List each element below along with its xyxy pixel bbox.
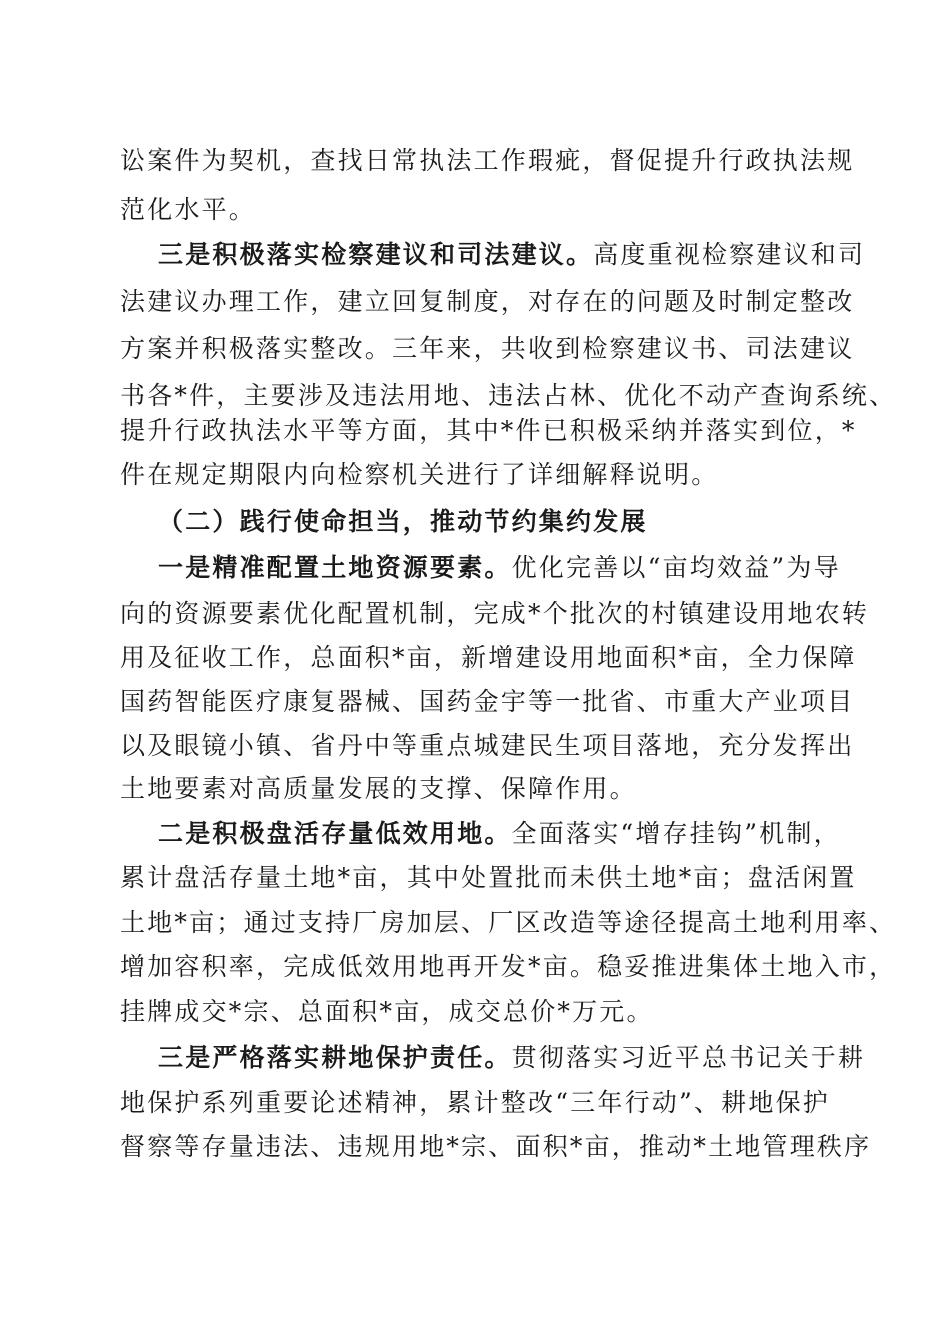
paragraph-3-lead: 一是精准配置土地资源要素。 <box>158 553 512 582</box>
paragraph-4-line-5: 挂牌成交*宗、总面积*亩，成交总价*万元。 <box>120 997 654 1026</box>
paragraph-3-line-5: 以及眼镜小镇、省丹中等重点城建民生项目落地，充分发挥出 <box>120 731 855 760</box>
paragraph-2-line-4: 书各*件，主要涉及违法用地、违法占林、优化不动产查询系统、 <box>120 381 897 410</box>
paragraph-3-line-1 <box>158 553 841 583</box>
paragraph-1-line-2: 范化水平。 <box>120 195 257 224</box>
paragraph-5-line-1 <box>158 1043 866 1073</box>
paragraph-5-line-3: 督察等存量违法、违规用地*宗、面积*亩，推动*土地管理秩序 <box>120 1132 872 1161</box>
paragraph-2-line-1 <box>158 240 866 270</box>
paragraph-4-line-1 <box>158 819 841 849</box>
paragraph-4-lead: 二是积极盘活存量低效用地。 <box>158 819 512 848</box>
section-heading: （二）践行使命担当，推动节约集约发展 <box>158 507 648 536</box>
paragraph-3-line-2: 向的资源要素优化配置机制，完成*个批次的村镇建设用地农转 <box>120 599 870 628</box>
paragraph-2-line-5: 提升行政执法水平等方面，其中*件已积极采纳并落实到位，* <box>120 416 857 445</box>
paragraph-4-line-3: 土地*亩；通过支持厂房加层、厂区改造等途径提高土地利用率、 <box>120 908 897 937</box>
paragraph-2-first-rest: 高度重视检察建议和司 <box>593 240 866 269</box>
paragraph-3-line-6: 土地要素对高质量发展的支撑、保障作用。 <box>120 774 637 803</box>
paragraph-2-line-2: 法建议办理工作，建立回复制度，对存在的问题及时制定整改 <box>120 287 855 316</box>
paragraph-4-line-2: 累计盘活存量土地*亩，其中处置批而未供土地*亩；盘活闲置 <box>120 863 857 892</box>
paragraph-2-lead: 三是积极落实检察建议和司法建议。 <box>158 240 594 269</box>
paragraph-3-line-3: 用及征收工作，总面积*亩，新增建设用地面积*亩，全力保障 <box>120 643 857 672</box>
paragraph-4-first-rest: 全面落实“增存挂钩”机制， <box>511 819 841 848</box>
paragraph-5-line-2: 地保护系列重要论述精神，累计整改“三年行动”、耕地保护 <box>120 1088 830 1117</box>
paragraph-4-line-4: 增加容积率，完成低效用地再开发*亩。稳妥推进集体土地入市， <box>120 952 897 981</box>
paragraph-5-lead: 三是严格落实耕地保护责任。 <box>158 1043 512 1072</box>
paragraph-5-first-rest: 贯彻落实习近平总书记关于耕 <box>511 1043 866 1072</box>
paragraph-2-line-3: 方案并积极落实整改。三年来，共收到检察建议书、司法建议 <box>120 334 855 363</box>
paragraph-1-line-1: 讼案件为契机，查找日常执法工作瑕疵，督促提升行政执法规 <box>120 146 855 175</box>
paragraph-2-line-6: 件在规定期限内向检察机关进行了详细解释说明。 <box>120 460 719 489</box>
paragraph-3-first-rest: 优化完善以“亩均效益”为导 <box>511 553 841 582</box>
paragraph-3-line-4: 国药智能医疗康复器械、国药金宇等一批省、市重大产业项目 <box>120 687 855 716</box>
